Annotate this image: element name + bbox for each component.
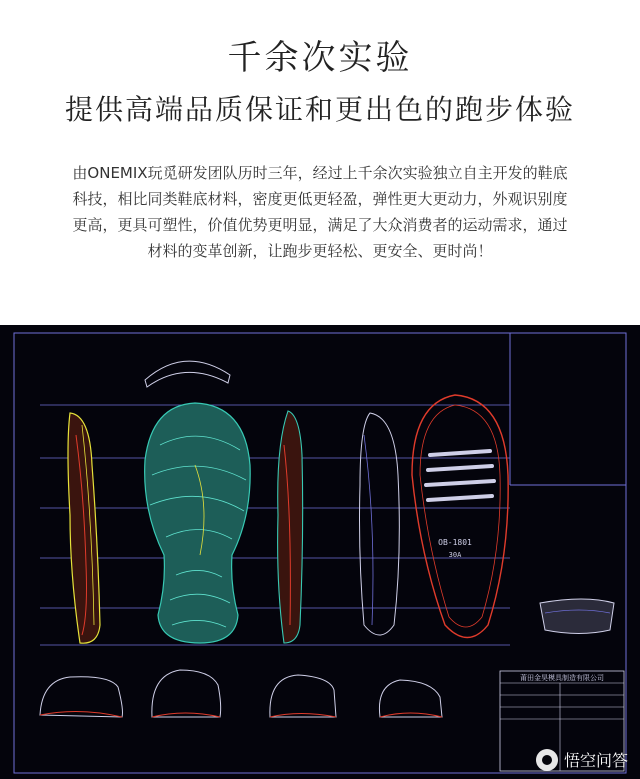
sidewall-left-drawing — [68, 413, 100, 643]
cad-drawing-svg — [0, 325, 640, 779]
sole-top-view-drawing — [145, 403, 251, 643]
description-line: 材料的变革创新，让跑步更轻松、更安全、更时尚！ — [147, 242, 493, 260]
description-line: 由ONEMIX玩觅研发团队历时三年，经过上千余次实验独立自主开发的鞋底 — [72, 164, 568, 182]
outsole-label: OB-1801 — [438, 538, 472, 547]
title-block-company: 莆田金昊模具制造有限公司 — [520, 674, 604, 682]
watermark — [536, 748, 628, 771]
wukong-logo-icon — [536, 749, 558, 771]
outsole-drawing — [412, 395, 508, 638]
heel-profile — [145, 361, 230, 387]
cross-section-profiles — [40, 670, 442, 717]
sidewall-right-drawing — [278, 411, 303, 643]
description-line: 科技，相比同类鞋底材料，密度更低更轻盈，弹性更大更动力，外观识别度 — [72, 190, 568, 208]
description-paragraph — [52, 160, 588, 264]
page-subtitle: 提供高端品质保证和更出色的跑步体验 — [64, 93, 575, 126]
sole-section-drawing — [360, 413, 400, 635]
description-line: 更高，更具可塑性，价值优势更明显，满足了大众消费者的运动需求，通过 — [72, 216, 568, 234]
heel-section-drawing — [540, 599, 614, 634]
cad-drawing-image — [0, 325, 640, 779]
page-title: 千余次实验 — [227, 38, 413, 78]
outsole-sublabel: 30A — [448, 551, 462, 559]
watermark-text: 悟空问答 — [563, 751, 628, 770]
